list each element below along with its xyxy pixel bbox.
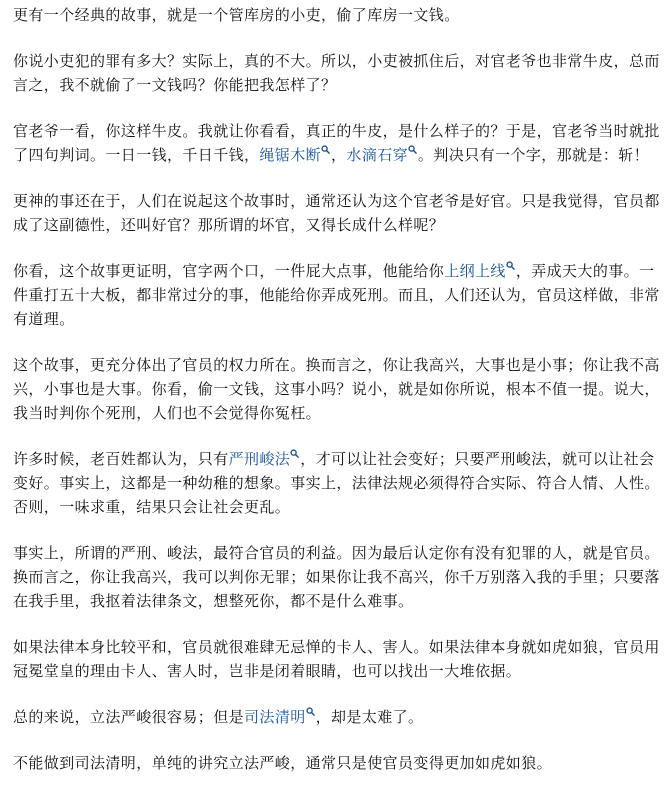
paragraph-text: 你看，这个故事更证明，官字两个口，一件屁大点事，他能给你 [13,262,445,280]
search-icon[interactable] [321,145,330,154]
article-paragraph [13,541,660,613]
paragraph-text: 这个故事，更充分体出了官员的权力所在。换而言之，你让我高兴，大事也是小事；你让我不高兴，小事也是大事。你看，偷一文钱，这事小吗？说小，就是如你所说，根本不值一提。说大，我当时判你个死刑，人们也不会觉得你冤枉。 [13,356,660,422]
keyword-link[interactable]: 司法清明 [244,708,306,726]
keyword-link[interactable]: 绳锯木断 [259,146,322,164]
keyword-link[interactable]: 上纲上线 [444,262,506,280]
article-paragraph [13,189,660,237]
search-icon[interactable] [290,449,299,458]
article-paragraph [13,635,660,683]
article-paragraph [13,447,660,519]
article-paragraph [13,705,660,729]
search-icon[interactable] [306,707,315,716]
paragraph-text: ，却是太难了。 [315,708,424,726]
article-paragraph [13,3,660,27]
paragraph-text: 更神的事还在于，人们在说起这个故事时，通常还认为这个官老爷是好官。只是我觉得，官员都成了这副德性，还叫好官？那所谓的坏官，又得长成什么样呢？ [13,192,660,234]
article-paragraph [13,119,660,167]
paragraph-text: 官老爷一看，你这样牛皮。我就让你看看，真正的牛皮，是什么样子的？于是，官老爷当时就批了四句判词。一日一钱，千日千钱， [13,122,660,164]
keyword-link[interactable]: 水滴石穿 [346,146,409,164]
paragraph-text: ， [331,146,347,164]
article-paragraph [13,353,660,425]
search-icon[interactable] [408,145,417,154]
article-paragraph [13,259,660,331]
paragraph-text: 许多时候，老百姓都认为，只有 [13,450,229,468]
paragraph-text: ，弄成天大的事。一件重打五十大板，都非常过分的事，他能给你弄成死刑。而且，人们还认为，官员这样做，非常有道理。 [13,262,660,328]
paragraph-text: 。判决只有一个字，那就是：斩！ [418,146,650,164]
search-icon[interactable] [506,261,515,270]
article-paragraph [13,49,660,97]
paragraph-text: ，才可以让社会变好；只要严刑峻法，就可以让社会变好。事实上，这都是一种幼稚的想象。事实上，法律法规必须得符合实际、符合人情、人性。否则，一味求重，结果只会让社会更乱。 [13,450,660,516]
paragraph-text: 事实上，所谓的严刑、峻法，最符合官员的利益。因为最后认定你有没有犯罪的人，就是官员。换而言之，你让我高兴，我可以判你无罪；如果你让我不高兴，你千万别落入我的手里；只要落在我手里，我抠着法律条文，想整死你，都不是什么难事。 [13,544,660,610]
paragraph-text: 不能做到司法清明，单纯的讲究立法严峻，通常只是使官员变得更加如虎如狼。 [13,754,553,772]
keyword-link[interactable]: 严刑峻法 [228,450,291,468]
paragraph-text: 总的来说，立法严峻很容易；但是 [13,708,245,726]
article-paragraph [13,751,660,775]
paragraph-text: 更有一个经典的故事，就是一个管库房的小吏，偷了库房一文钱。 [13,6,460,24]
paragraph-text: 你说小吏犯的罪有多大？实际上，真的不大。所以，小吏被抓住后，对官老爷也非常牛皮，总而言之，我不就偷了一文钱吗？你能把我怎样了？ [13,52,660,94]
article-body [0,3,672,775]
paragraph-text: 如果法律本身比较平和，官员就很难肆无忌惮的卡人、害人。如果法律本身就如虎如狼，官员用冠冕堂皇的理由卡人、害人时，岂非是闭着眼睛，也可以找出一大堆依据。 [13,638,660,680]
